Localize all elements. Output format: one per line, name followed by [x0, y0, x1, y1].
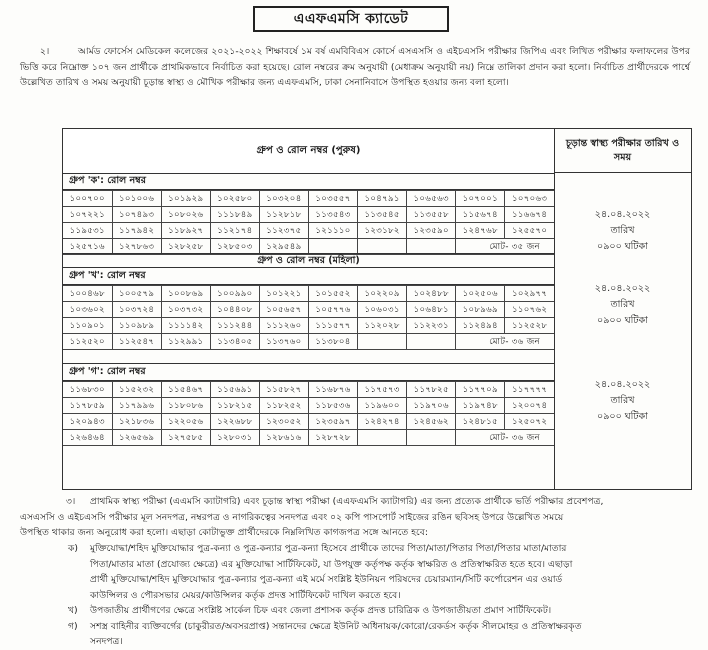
- roll-cell: ১২৫৫৭০: [505, 223, 554, 239]
- roll-cell: ১১৮২৫২: [259, 398, 308, 414]
- roll-cell: ১২৮০৩১: [210, 430, 259, 446]
- roll-cell: ১১৯৭০৬: [407, 398, 456, 414]
- roll-cell: ১০০৯৯০: [210, 286, 259, 302]
- group-total: মোট- ৩৬ জন: [456, 430, 554, 446]
- list-item: [68, 619, 690, 650]
- roll-cell: ১০৩৬০২: [63, 302, 112, 318]
- roll-cell: ১১২০২৮: [358, 318, 407, 334]
- roll-cell: ১০১৯২৯: [161, 191, 210, 207]
- table-row: [63, 302, 554, 318]
- list-item-line: পিতা/মাতার মাতা (প্রযোজ্য ক্ষেত্রে) এর মুক্তিযোদ্ধা সার্টিফিকেট, যা উপযুক্ত কর্তৃপক্ষ কর্তৃক স্বাক্ষরিত ও প্রতিস্বাক্ষরিত হতে হবে। এছাড়া: [90, 558, 573, 570]
- roll-cell: ১০২২০৯: [358, 286, 407, 302]
- roll-cell: ১০২৫৮০: [210, 191, 259, 207]
- table-row: [63, 318, 554, 334]
- roll-cell: ১০৩৭৩২: [161, 302, 210, 318]
- roll-cell: ১১২৫২০: [63, 334, 112, 350]
- roll-cell: ১১১২৪৪: [210, 318, 259, 334]
- roll-cell: ১১২৩৭৫: [259, 223, 308, 239]
- table-row: [63, 334, 554, 350]
- group-label: গ্রুপ 'খ': রোল নম্বর: [63, 267, 554, 285]
- roll-cell: ১১৭৭০৯: [456, 382, 505, 398]
- roll-cell: ১০৩২০৪: [259, 191, 308, 207]
- roll-cell: ১১৩৭৬০: [259, 334, 308, 350]
- roll-cell: ১২৩৫৯০: [407, 223, 456, 239]
- list-item-line: প্রার্থী মুক্তিযোদ্ধা/শহিদ মুক্তিযোদ্ধার পুত্র-কন্যার পুত্র-কন্যা এই মর্মে সংশ্লিষ্ট ইউনিয়ন পরিষদের চেয়ারম্যান/সিটি কর্পোরেশন এর ওয়ার্ড: [90, 574, 563, 585]
- roll-cell: ১০৭০৬৩: [505, 191, 554, 207]
- roll-cell: ১১২৮১৮: [259, 207, 308, 223]
- roll-cell: ১২৬৫৬৯: [112, 430, 161, 446]
- roll-cell: ১০৫৭৭৬: [308, 302, 357, 318]
- roll-cell: ১০১৫৫২: [308, 286, 357, 302]
- roll-cell: ১১০৯০১: [63, 318, 112, 334]
- exam-date: ২৪.০৪.২০২২: [594, 283, 651, 294]
- group-label: গ্রুপ 'ক': রোল নম্বর: [63, 173, 554, 190]
- roll-cell: ১০০৪৬৮: [63, 286, 112, 302]
- roll-cell: ১০০৭০০: [63, 191, 112, 207]
- roll-cell: ১১৭৮৫৯: [63, 398, 112, 414]
- roll-cell: ১১৫২৩২: [112, 382, 161, 398]
- roll-cell: ১১৯৫৩১: [63, 223, 112, 239]
- roll-cell: ১১০৯৮৯: [112, 318, 161, 334]
- roll-cell: ১১৭৭৭৭: [505, 382, 554, 398]
- roll-cell: ১২৬৪৬৪: [63, 430, 112, 446]
- exam-time: ০৯০০ ঘটিকা: [597, 315, 648, 326]
- roll-cell: ১১৮২১৫: [210, 398, 259, 414]
- table-row: [63, 223, 554, 239]
- roll-cell: ১২৩৫৯৭: [308, 414, 357, 430]
- roll-cell: ১০৬৪৮১: [407, 302, 456, 318]
- group-ka-schedule: [554, 207, 691, 255]
- roll-cell: ১২৮৬১৬: [259, 430, 308, 446]
- roll-cell: ১২৪৫৬২: [407, 414, 456, 430]
- roll-cell: ১২৭৮৬৩: [112, 239, 161, 255]
- table-row: [63, 414, 554, 430]
- exam-date: ২৪.০৪.২০২২: [594, 209, 651, 220]
- roll-cell: ১১৫৬৭৪: [456, 207, 505, 223]
- roll-cell: ১০৭০০১: [456, 191, 505, 207]
- roll-cell: ১১৬৬৭৪: [505, 207, 554, 223]
- list-marker: খ): [68, 605, 78, 616]
- list-item: [68, 541, 690, 603]
- roll-cell: ১২৯৫৪৯: [259, 239, 308, 255]
- roll-cell: ১২৩১৮২: [358, 223, 407, 239]
- document-list: [68, 541, 690, 650]
- table-header-date: চূড়ান্ত স্বাস্থ্য পরীক্ষার তারিখ ও সময়: [554, 129, 691, 173]
- roll-cell: ১২৮৫০৩: [210, 239, 259, 255]
- roll-cell: ১০৭৪৯৩: [112, 207, 161, 223]
- table-row: [63, 382, 554, 398]
- roll-cell: ১২৪২৭৪: [358, 414, 407, 430]
- roll-cell: ১২৮৭২৮: [308, 430, 357, 446]
- roll-cell: ১১০৭৬২: [505, 302, 554, 318]
- roll-cell: ১২২৬৮৮: [210, 414, 259, 430]
- exam-date: ২৪.০৪.২০২২: [594, 379, 651, 390]
- roll-cell: ১২১১১০: [308, 223, 357, 239]
- roll-cell: ১১১৫৭৭: [308, 318, 357, 334]
- roll-cell: [358, 430, 407, 446]
- table-row: [63, 430, 554, 446]
- roll-cell: ১০৭২২১: [63, 207, 112, 223]
- roll-cell: ১১২২৩১: [407, 318, 456, 334]
- roll-cell: ১১৭৯৯৬: [112, 398, 161, 414]
- roll-cell: ১১৩৮০৪: [308, 334, 357, 350]
- group-kha: [63, 267, 554, 350]
- roll-cell: ১২২০৫৬: [161, 414, 210, 430]
- roll-cell: ১০১০০৬: [112, 191, 161, 207]
- group-label: গ্রুপ 'গ': রোল নম্বর: [63, 363, 554, 381]
- roll-cell: ১১৩৪০৫: [210, 334, 259, 350]
- roll-cell: ১১২৪৯৪: [456, 318, 505, 334]
- group-ga-schedule: [554, 377, 691, 425]
- roll-cell: ১০৬০৩১: [358, 302, 407, 318]
- section-3-line: এসএসসি ও এইচএসসি পরীক্ষার মূল সনদপত্র, নম্বরপত্র ও নাগরিকত্বের সনদপত্র এবং ০২ কপি পাসপোর্ট সাইজের রঙিন ছবিসহ উপরে উল্লেখিত সময়ে: [20, 511, 564, 523]
- roll-cell: ১০৪৭৯১: [358, 191, 407, 207]
- group-total: মোট- ৩৬ জন: [456, 334, 554, 350]
- roll-cell: ১১৭৯৪২: [112, 223, 161, 239]
- roll-table: [62, 128, 692, 490]
- roll-cell: ১১৯৭৪৮: [456, 398, 505, 414]
- roll-cell: ১২৩০৫২: [259, 414, 308, 430]
- roll-cell: ১১৫৬৯১: [210, 382, 259, 398]
- roll-grid: [63, 190, 554, 255]
- roll-cell: ১১৫৪৬৭: [161, 382, 210, 398]
- female-section: [63, 253, 554, 268]
- section-text: প্রাথমিক স্বাস্থ্য পরীক্ষা (এএমসি ক্যাটাগরি) এবং চূড়ান্ত স্বাস্থ্য পরীক্ষা (এএফএমসি ক্যাটাগরি) এর জন্য প্রত্যেক প্রার্থীকে ভর্তি পরীক্ষার প্রবেশপত্র,: [90, 496, 604, 507]
- roll-cell: ১১৩৫৪৩: [308, 207, 357, 223]
- roll-grid: [63, 381, 554, 446]
- paragraph-text: আর্মড ফোর্সেস মেডিকেল কলেজের ২০২১-২০২২ শিক্ষাবর্ষে ১ম বর্ষ এমবিবিএস কোর্সে এসএসসি ও এইচএসসি পরীক্ষার জিপিএ এবং লিখিত পরীক্ষার ফলাফলের উপর ভিত্তি করে নিম্নোক্ত ১০৭ জন প্রার্থীকে প্রাথমিকভাবে নির্বাচিত করা হয়েছে। রোল নম্বরের ক্রম অনুযায়ী (মেধাক্রম অনুযায়ী নয়) নিম্নে তালিকা প্রদান করা হলো। নির্বাচিত প্রার্থীদেরকে পার্শ্বে উল্লেখিত তারিখ ও সময় অনুযায়ী চূড়ান্ত স্বাস্থ্য ও মৌখিক পরীক্ষার জন্য এএফএমসি, ঢাকা সেনানিবাসে উপস্থিত হওয়ার জন্য বলা হলো।: [20, 46, 690, 88]
- list-item: [68, 603, 690, 619]
- roll-cell: ১২১৮৩৬: [112, 414, 161, 430]
- roll-cell: ১১৭৫৭৩: [358, 382, 407, 398]
- roll-cell: ১১১১৪২: [161, 318, 210, 334]
- roll-cell: ১০৮৯৬৯: [456, 302, 505, 318]
- roll-cell: ১১৬৮৭৬: [308, 382, 357, 398]
- roll-cell: ১১২৫৪৭: [112, 334, 161, 350]
- date-label: তারিখ: [610, 299, 635, 310]
- roll-cell: ১২৭৫৮৫: [161, 430, 210, 446]
- roll-cell: ১০৫৬৫৭: [259, 302, 308, 318]
- roll-grid: [63, 285, 554, 350]
- table-row: [63, 398, 554, 414]
- list-marker: গ): [68, 620, 78, 632]
- roll-cell: [358, 334, 407, 350]
- exam-time: ০৯০০ ঘটিকা: [597, 411, 648, 422]
- list-item-line: উপজাতীয় প্রার্থীগণের ক্ষেত্রে সংশ্লিষ্ট সার্কেল চিফ এবং জেলা প্রশাসক কর্তৃক প্রদত্ত চারিত্রিক ও উপজাতীয়তা প্রমাণ সার্টিফিকেট।: [90, 605, 552, 616]
- roll-cell: ১১৬৮৩০: [63, 382, 112, 398]
- roll-cell: ১১৩৫৫৮: [407, 207, 456, 223]
- roll-cell: ১০৩৭২৪: [112, 302, 161, 318]
- roll-cell: ১১৭৮২৫: [407, 382, 456, 398]
- table-header-female: গ্রুপ ও রোল নম্বর (মহিলা): [63, 253, 554, 268]
- paragraph-2: [20, 44, 690, 91]
- roll-cell: ১০২৪৮৮: [407, 286, 456, 302]
- roll-cell: ১১৩৫৪৫: [358, 207, 407, 223]
- roll-cell: ১২৫৭১৬: [63, 239, 112, 255]
- section-3-line: উপস্থিত থাকার জন্য অনুরোধ করা হলো। এছাড়া কোটাভুক্ত প্রার্থীদেরকে নিম্নলিখিত কাগজপত্র সঙ্গে আনতে হবে:: [20, 527, 428, 538]
- roll-cell: ১১৮০৮৬: [161, 398, 210, 414]
- table-row: [63, 207, 554, 223]
- roll-cell: ১০২৯৭৭: [505, 286, 554, 302]
- list-marker: ক): [68, 543, 79, 554]
- roll-cell: ১১৮৯২৭: [161, 223, 210, 239]
- roll-cell: ১১১৮৪৯: [210, 207, 259, 223]
- roll-cell: ১২০০৭৪: [505, 398, 554, 414]
- date-label: তারিখ: [610, 225, 635, 236]
- roll-cell: ১১৯৬০০: [358, 398, 407, 414]
- page-title: এএফএমসি ক্যাডেট: [253, 6, 449, 32]
- group-total: মোট- ৩৫ জন: [456, 239, 554, 255]
- roll-cell: ১২৫০৭২: [505, 414, 554, 430]
- list-item-line: মুক্তিযোদ্ধা/শহিদ মুক্তিযোদ্ধার পুত্র-কন্যা ও পুত্র-কন্যার পুত্র-কন্যা হিসেবে প্রার্থীকে তাদের পিতা/মাতা/পিতার পিতা/পিতার মাতা/মাতার: [90, 543, 567, 554]
- roll-cell: ১০৮০২৬: [161, 207, 210, 223]
- table-row: [63, 286, 554, 302]
- list-item-line: কাউন্সিলর ও পৌরসভার মেয়র/কাউন্সিলর কর্তৃক প্রদত্ত সার্টিফিকেট দাখিল করতে হবে।: [90, 589, 401, 601]
- roll-cell: ১০৩৫৫৭: [308, 191, 357, 207]
- date-label: তারিখ: [610, 395, 635, 406]
- roll-cell: ১০৪৪০৮: [210, 302, 259, 318]
- roll-cell: ১২৪৭৬৮: [456, 223, 505, 239]
- list-item-line: সশস্ত্র বাহিনীর ব্যক্তিবর্গের (চাকুরীরত/অবসরপ্রাপ্ত) সন্তানদের ক্ষেত্রে ইউনিট অধিনায়ক/কোরো/রেকর্ডস কর্তৃক সীলমোহর ও প্রতিস্বাক্ষরকৃত: [90, 620, 582, 632]
- roll-cell: ১০২৫০৬: [456, 286, 505, 302]
- table-header-male: গ্রুপ ও রোল নম্বর (পুরুষ): [63, 129, 554, 174]
- roll-cell: ১০০৫৭৯: [112, 286, 161, 302]
- roll-cell: ১১১২৬০: [259, 318, 308, 334]
- section-3: [20, 494, 700, 541]
- group-ga: [63, 363, 554, 446]
- roll-cell: ১২৪৮১৫: [456, 414, 505, 430]
- roll-cell: ১০১২২১: [259, 286, 308, 302]
- table-row: [63, 191, 554, 207]
- roll-cell: ১১২৯৯১: [161, 334, 210, 350]
- roll-cell: ১২০৯৪৩: [63, 414, 112, 430]
- roll-cell: ১১৮৫৩৬: [308, 398, 357, 414]
- roll-cell: ১০০৮৬৯: [161, 286, 210, 302]
- group-kha-schedule: [554, 281, 691, 329]
- exam-time: ০৯০০ ঘটিকা: [597, 241, 648, 252]
- roll-cell: ১০৬৫৬৩: [407, 191, 456, 207]
- roll-cell: ১১২৫২৮: [505, 318, 554, 334]
- roll-cell: ১১৫৮২৭: [259, 382, 308, 398]
- roll-cell: [407, 430, 456, 446]
- group-ka: [63, 173, 554, 255]
- section-3-line: [20, 494, 700, 510]
- paragraph-number: ২।: [40, 46, 50, 57]
- roll-cell: ১১২১৭৪: [210, 223, 259, 239]
- list-item-line: সনদপত্র।: [90, 636, 123, 647]
- roll-cell: ১২৮২৫৮: [161, 239, 210, 255]
- roll-cell: [407, 334, 456, 350]
- section-number: ৩।: [66, 496, 76, 507]
